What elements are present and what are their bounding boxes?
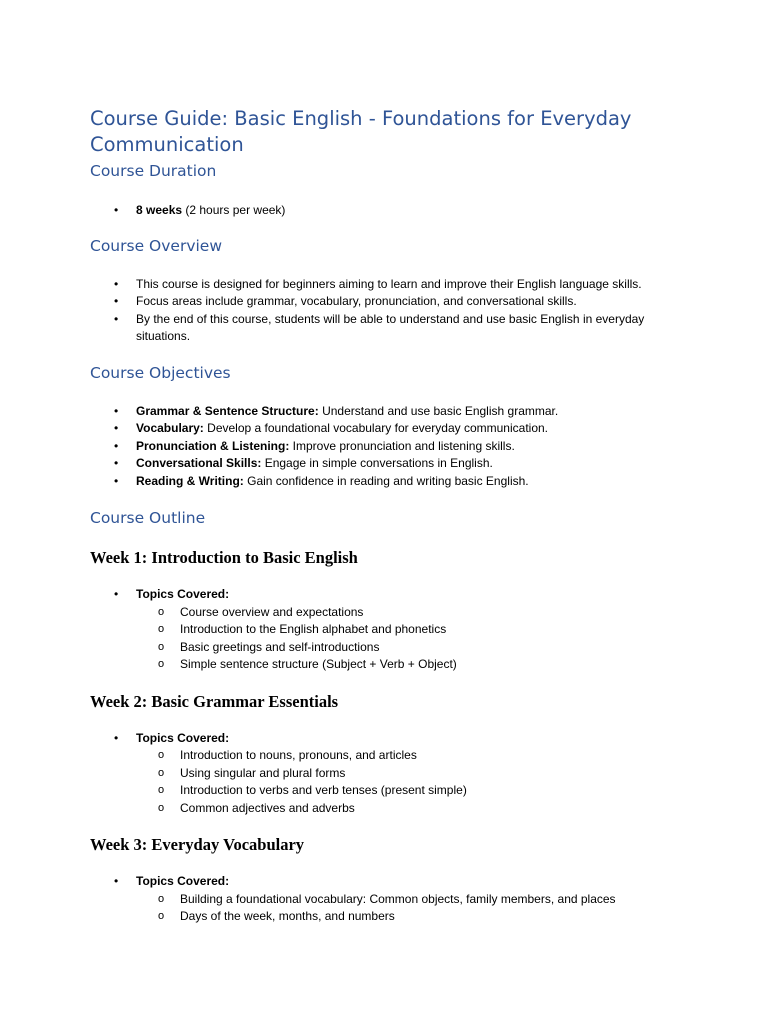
overview-list [90, 276, 690, 346]
week-2-topics [136, 747, 690, 817]
topic-item: o Introduction to nouns, pronouns, and articles [136, 747, 690, 765]
objective-text: Develop a foundational vocabulary for everyday communication. [203, 421, 549, 435]
objective-text: Improve pronunciation and listening skills. [289, 438, 515, 453]
topic-item: o Basic greetings and self-introductions [136, 639, 690, 657]
objective-text: Gain confidence in reading and writing basic English. [243, 473, 529, 488]
objective-label: Vocabulary: [136, 421, 204, 435]
objectives-heading: Course Objectives [90, 363, 231, 382]
list-item [90, 420, 690, 438]
objective-label: Grammar & Sentence Structure: [136, 403, 319, 418]
list-item [90, 403, 690, 421]
list-item: • This course is designed for beginners aiming to learn and improve their English language skills. [90, 276, 690, 294]
topics-label: Topics Covered: [136, 874, 230, 888]
page-title: Course Guide: Basic English - Foundations for Everyday Communication [90, 107, 632, 156]
topics-label: Topics Covered: [136, 730, 230, 745]
duration-rest: (2 hours per week) [182, 203, 286, 217]
list-item [90, 202, 690, 220]
week-3-topics [136, 891, 690, 926]
objective-text: Understand and use basic English grammar. [318, 403, 559, 418]
list-item: • Focus areas include grammar, vocabulary, pronunciation, and conversational skills. [90, 293, 690, 311]
outline-heading: Course Outline [90, 509, 206, 527]
week-1-list [90, 586, 690, 674]
topic-item: o Course overview and expectations [136, 604, 690, 622]
duration-heading: Course Duration [90, 162, 217, 180]
list-item [90, 730, 690, 818]
duration-bold: 8 weeks [136, 203, 183, 217]
topic-item: o Building a foundational vocabulary: Common objects, family members, and places [136, 891, 690, 909]
topic-item: o Introduction to the English alphabet and phonetics [136, 621, 690, 639]
list-item [90, 586, 690, 674]
week-2-title: Week 2: Basic Grammar Essentials [90, 691, 339, 711]
topic-item: o Days of the week, months, and numbers [136, 908, 690, 926]
objective-label: Pronunciation & Listening: [136, 438, 290, 453]
topic-item: o Common adjectives and adverbs [136, 800, 690, 818]
list-item: • By the end of this course, students will be able to understand and use basic English in everyday situations. [90, 311, 690, 346]
topic-item: o Simple sentence structure (Subject + Verb + Object) [136, 656, 690, 674]
week-3-title: Week 3: Everyday Vocabulary [90, 835, 305, 854]
duration-list [90, 202, 690, 220]
objective-label: Reading & Writing: [136, 473, 244, 488]
topics-label: Topics Covered: [136, 587, 230, 601]
week-1-topics [136, 604, 690, 674]
overview-heading: Course Overview [90, 236, 223, 255]
topic-item: o Introduction to verbs and verb tenses (present simple) [136, 782, 690, 800]
topic-item: o Using singular and plural forms [136, 765, 690, 783]
list-item [90, 473, 690, 491]
week-1-title: Week 1: Introduction to Basic English [90, 548, 358, 567]
list-item [90, 873, 690, 926]
objective-text: Engage in simple conversations in English. [261, 456, 493, 470]
list-item [90, 438, 690, 456]
objectives-list [90, 403, 690, 491]
document-page [90, 106, 690, 926]
list-item [90, 455, 690, 473]
week-2-list [90, 730, 690, 818]
week-3-list [90, 873, 690, 926]
objective-label: Conversational Skills: [136, 456, 262, 470]
